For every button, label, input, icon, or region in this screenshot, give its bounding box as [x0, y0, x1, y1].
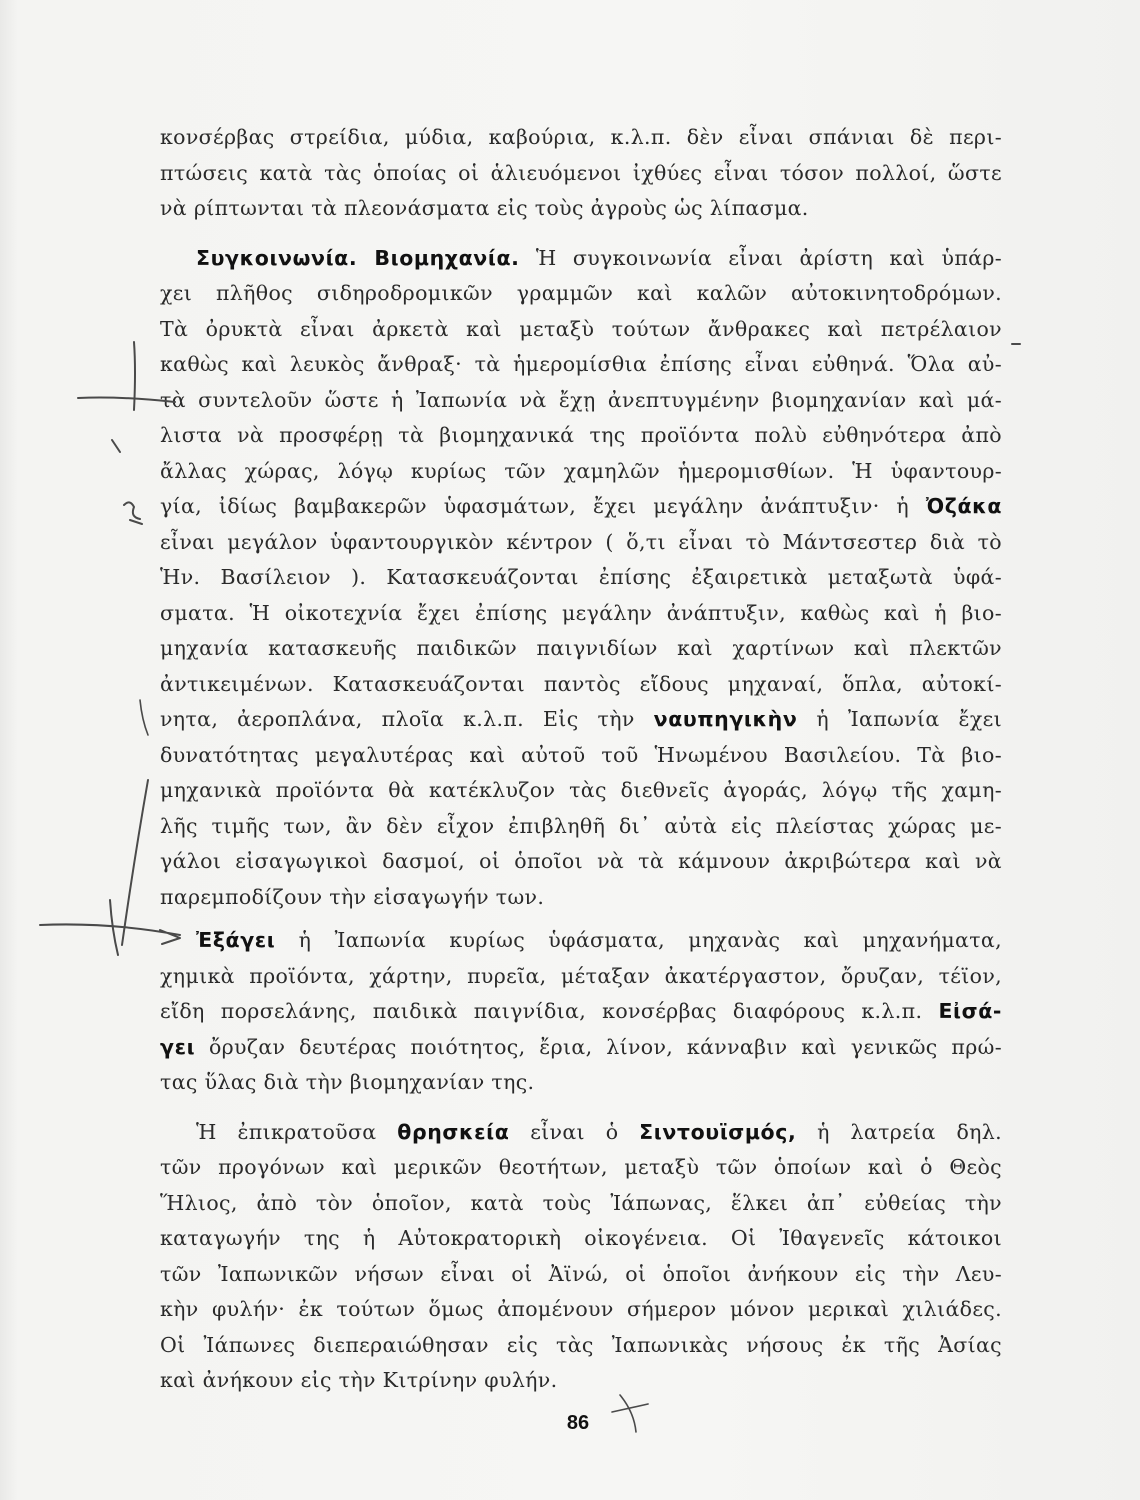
bold-term: Σιντουϊσμός,	[639, 1119, 797, 1144]
text-line: τας ὕλας διὰ τὴν βιομηχανίαν της.	[160, 1070, 535, 1094]
pencil-mark-tick	[112, 440, 120, 452]
text-line: σματα. Ἡ οἰκοτεχνία ἔχει ἐπίσης μεγάλην ἀνάπτυξιν, καθὼς καὶ ἡ βιο-	[160, 600, 1002, 625]
text-line: νὰ ρίπτωνται τὰ πλεονάσματα εἰς τοὺς ἀγροὺς ὡς λίπασμα.	[160, 196, 809, 220]
text-line: ἄλλας χώρας, λόγῳ κυρίως τῶν χαμηλῶν ἡμερομισθίων. Ἡ ὑφαντουρ-	[160, 458, 1002, 483]
text-line: καθὼς καὶ λευκὸς ἄνθραξ· τὰ ἡμερομίσθια ἐπίσης εἶναι εὐθηνά. Ὅλα αὐ-	[160, 352, 1002, 376]
pencil-mark-long	[122, 780, 148, 945]
bold-term: Ἐξάγει	[196, 928, 276, 952]
text-line: Ἥλιος, ἀπὸ τὸν ὁποῖον, κατὰ τοὺς Ἰάπωνας, ἕλκει ἀπ᾽ εὐθείας τὴν	[160, 1190, 1002, 1215]
text-line: μηχανικὰ προϊόντα θὰ κατέκλυζον τὰς διεθνεῖς ἀγοράς, λόγῳ τῆς χαμη-	[160, 778, 1002, 802]
text-line: μηχανία κατασκευῆς παιδικῶν παιγνιδίων καὶ χαρτίνων καὶ πλεκτῶν	[160, 636, 1002, 660]
text-line: νητα, ἀεροπλάνα, πλοῖα κ.λ.π. Εἰς τὴν ναυπηγικὴν ἡ Ἰαπωνία ἔχει	[160, 707, 1002, 731]
text-line: Συγκοινωνία. Βιομηχανία. Ἡ συγκοινωνία εἶναι ἀρίστη καὶ ὑπάρ-	[196, 245, 1003, 270]
text-line: καὶ ἀνήκουν εἰς τὴν Κιτρίνην φυλήν.	[160, 1368, 558, 1392]
text-line: γία, ἰδίως βαμβακερῶν ὑφασμάτων, ἔχει μεγάλην ἀνάπτυξιν· ἡ Ὀζάκα	[160, 494, 1002, 518]
section-heading: Συγκοινωνία. Βιομηχανία.	[196, 245, 520, 270]
text-line: κὴν φυλήν· ἐκ τούτων ὅμως ἀπομένουν σήμερον μόνον μερικαὶ χιλιάδες.	[160, 1297, 1002, 1321]
text-line: πτώσεις κατὰ τὰς ὁποίας οἱ ἁλιευόμενοι ἰχθύες εἶναι τόσον πολλοί, ὥστε	[160, 160, 1002, 185]
text-line: ἀντικειμένων. Κατασκευάζονται παντὸς εἴδους μηχαναί, ὅπλα, αὐτοκί-	[160, 671, 1002, 696]
text-line: γάλοι εἰσαγωγικοὶ δασμοί, οἱ ὁποῖοι νὰ τὰ κάμνουν ἀκριβώτερα καὶ νὰ	[160, 849, 1002, 873]
pencil-mark-scribble	[124, 502, 142, 524]
text-line: δυνατότητας μεγαλυτέρας καὶ αὐτοῦ τοῦ Ἡνωμένου Βασιλείου. Τὰ βιο-	[160, 742, 1002, 767]
text-line: λιστα νὰ προσφέρῃ τὰ βιομηχανικά της προϊόντα πολὺ εὐθηνότερα ἀπὸ	[160, 423, 1002, 447]
bold-term: γει	[160, 1034, 196, 1059]
text-line: παρεμποδίζουν τὴν εἰσαγωγήν των.	[160, 884, 545, 909]
text-line: Ἡ ἐπικρατοῦσα θρησκεία εἶναι ὁ Σιντουϊσμός, ἡ λατρεία δηλ.	[196, 1119, 1003, 1144]
text-line: γει ὄρυζαν δευτέρας ποιότητος, ἔρια, λίνον, κάνναβιν καὶ γενικῶς πρώ-	[160, 1034, 1002, 1059]
text-line: Οἱ Ἰάπωνες διεπεραιώθησαν εἰς τὰς Ἰαπωνικὰς νήσους ἐκ τῆς Ἀσίας	[160, 1332, 1002, 1357]
text-line: Ἐξάγει ἡ Ἰαπωνία κυρίως ὑφάσματα, μηχανὰς καὶ μηχανήματα,	[196, 928, 1002, 952]
text-line: Ἡν. Βασίλειον ). Κατασκευάζονται ἐπίσης ἐξαιρετικὰ μεταξωτὰ ὑφά-	[160, 565, 1002, 589]
pencil-mark-line	[140, 700, 148, 735]
text-line: τὰ συντελοῦν ὥστε ἡ Ἰαπωνία νὰ ἔχῃ ἀνεπτυγμένην βιομηχανίαν καὶ μά-	[160, 387, 1002, 412]
page-number: 86	[566, 1412, 590, 1434]
pencil-mark-arrow	[40, 900, 180, 955]
text-line: Τὰ ὀρυκτὰ εἶναι ἀρκετὰ καὶ μεταξὺ τούτων ἄνθρακες καὶ πετρέλαιον	[160, 316, 1002, 341]
bold-term: ναυπηγικὴν	[653, 707, 798, 731]
text-line: κονσέρβας στρείδια, μύδια, καβούρια, κ.λ.π. δὲν εἶναι σπάνιαι δὲ περι-	[160, 125, 1002, 149]
text-line: τῶν προγόνων καὶ μερικῶν θεοτήτων, μεταξὺ τῶν ὁποίων καὶ ὁ Θεὸς	[160, 1155, 1002, 1179]
pencil-mark-vertical	[134, 342, 135, 410]
text-line: εἶναι μεγάλον ὑφαντουργικὸν κέντρον ( ὅ,τι εἶναι τὸ Μάντσεστερ διὰ τὸ	[160, 529, 1002, 554]
text-line: λῆς τιμῆς των, ἂν δὲν εἶχον ἐπιβληθῆ δι᾽ αὐτὰ εἰς πλείστας χώρας με-	[160, 813, 1002, 838]
text-line: τῶν Ἰαπωνικῶν νήσων εἶναι οἱ Ἀϊνώ, οἱ ὁποῖοι ἀνήκουν εἰς τὴν Λευ-	[160, 1261, 1002, 1286]
text-line: καταγωγήν της ἡ Αὐτοκρατορικὴ οἰκογένεια. Οἱ Ἰθαγενεῖς κάτοικοι	[160, 1226, 1002, 1250]
bold-term: Εἰσά-	[938, 999, 1002, 1023]
text-line: εἴδη πορσελάνης, παιδικὰ παιγνίδια, κονσέρβας διαφόρους κ.λ.π. Εἰσά-	[160, 999, 1002, 1023]
text-line: χημικὰ προϊόντα, χάρτην, πυρεῖα, μέταξαν ἀκατέργαστον, ὄρυζαν, τέϊον,	[160, 963, 1002, 988]
bold-term: θρησκεία	[397, 1119, 510, 1144]
pencil-mark-horizontal	[78, 398, 175, 403]
bold-term: Ὀζάκα	[925, 494, 1002, 518]
text-line: χει πλῆθος σιδηροδρομικῶν γραμμῶν καὶ καλῶν αὐτοκινητοδρόμων.	[160, 281, 1002, 305]
pencil-mark-cross	[612, 1395, 648, 1432]
